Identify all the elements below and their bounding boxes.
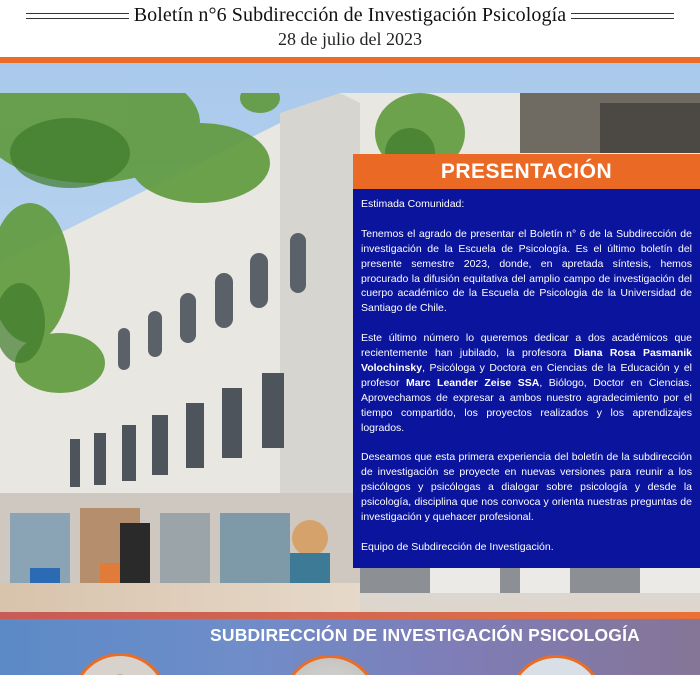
team-section-title: SUBDIRECCIÓN DE INVESTIGACIÓN PSICOLOGÍA: [210, 625, 640, 645]
newsletter-header: [0, 0, 700, 57]
decorative-double-line-right: [571, 13, 674, 19]
paragraph-wishes: Deseamos que esta primera experiencia del boletín de la subdirección de investigación se proyecte en nuevas versiones para reunir a los psicólogos y psicólogas a dialogar sobre psicología y desde la psicología, disciplina que nos convoca y orienta nuestras preguntas de investigación y quehacer profesional.: [361, 451, 692, 523]
presentation-body: [353, 189, 700, 568]
greeting: Estimada Comunidad:: [361, 198, 465, 210]
newsletter-date: 28 de julio del 2023: [278, 29, 422, 49]
presentation-header: [353, 154, 700, 189]
paragraph-dedication: [361, 331, 692, 435]
newsletter-title: Boletín n°6 Subdirección de Investigación Psicología: [133, 3, 567, 26]
dedication-text-3: , Biólogo, Doctor en Ciencias. Aprovechamos de expresar a ambos nuestro agradecimiento por el tiempo compartido, los proyectos realizados y los aprendizajes logrados.: [361, 376, 692, 434]
avatar-2: [282, 655, 378, 675]
pavement: [0, 583, 360, 614]
avatar-3: [508, 655, 604, 675]
title-row: [0, 2, 700, 28]
presentation-panel: [353, 154, 700, 568]
signature: Equipo de Subdirección de Investigación.: [361, 540, 554, 553]
team-section: [0, 619, 700, 675]
decorative-double-line-left: [26, 13, 129, 19]
avatar-1: [72, 653, 168, 675]
bottom-divider: [0, 612, 700, 619]
dedication-text-1: Este último número lo queremos dedicar a dos académicos que recientemente han jubilado, la profesora: [361, 332, 692, 360]
honoree-name-1: Diana Rosa Pasmanik Volochinsky: [361, 347, 692, 374]
dedication-text-2: , Psicóloga y Doctora en Ciencias de la Educación y el profesor: [361, 361, 692, 389]
honoree-name-2: Marc Leander Zeise SSA: [406, 376, 540, 389]
paragraph-intro: Tenemos el agrado de presentar el Boletín n° 6 de la Subdirección de investigación de la Escuela de Psicología. Es el último boletín del presente semestre 2023, donde, en apretada síntesis, hemos procurado la difusión equitativa del amplio campo de investigación del cuerpo académico de la Escuela de Psicologia de la Universidad de Santiago de Chile.: [361, 227, 692, 315]
presentation-title: PRESENTACIÓN: [440, 159, 613, 183]
